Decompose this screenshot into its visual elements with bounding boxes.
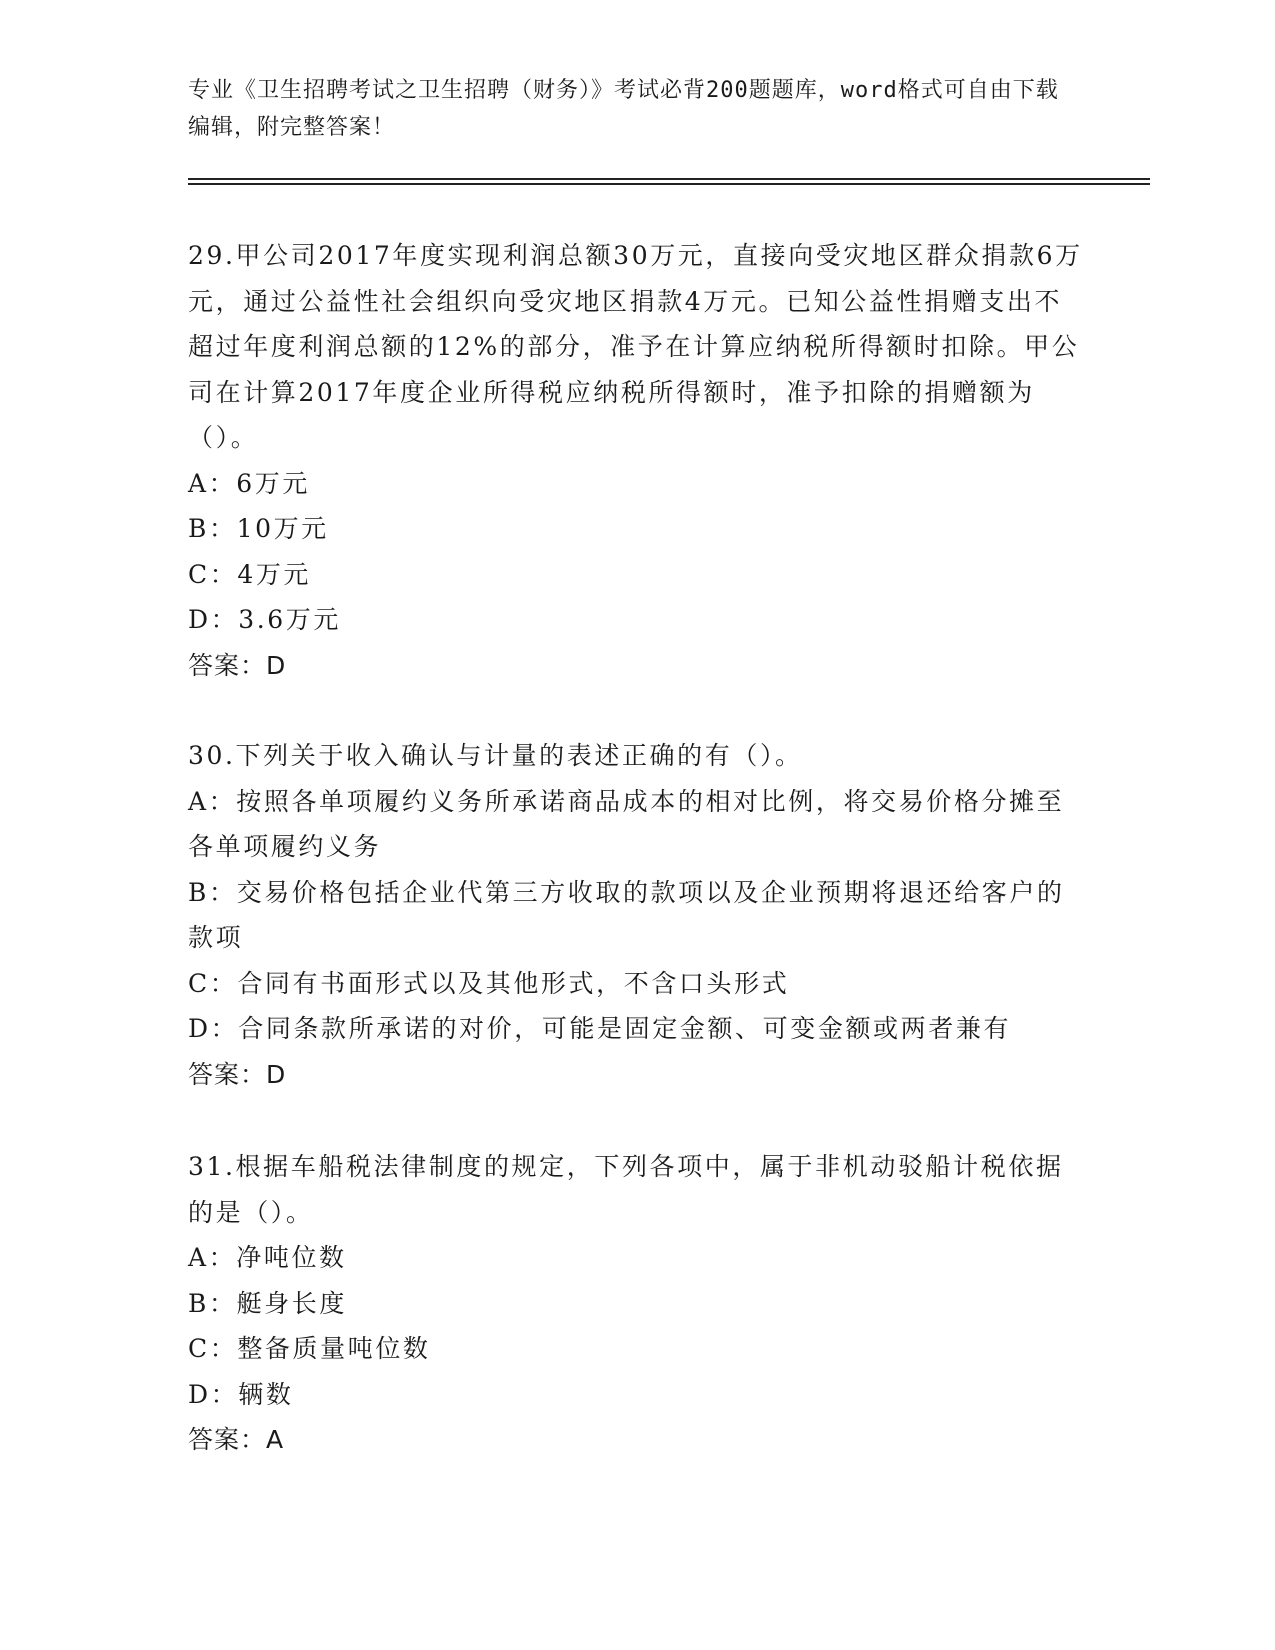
option-d: D：合同条款所承诺的对价，可能是固定金额、可变金额或两者兼有	[188, 1014, 1012, 1043]
header-divider-bottom	[188, 183, 1150, 185]
answer-line: 答案：D	[188, 1059, 287, 1089]
option-d: D：辆数	[188, 1379, 294, 1409]
option-d: D：3.6万元	[188, 605, 342, 634]
option-b: B：交易价格包括企业代第三方收取的款项以及企业预期将退还给客户的款项	[188, 877, 1065, 952]
option-c: C：合同有书面形式以及其他形式，不含口头形式	[188, 968, 790, 998]
option-b: B：艇身长度	[188, 1288, 347, 1318]
option-b: B：10万元	[188, 514, 329, 543]
header-divider-top	[188, 178, 1150, 180]
answer-line: 答案：A	[188, 1425, 285, 1454]
question-31	[188, 1144, 1088, 1463]
question-stem: 30.下列关于收入确认与计量的表述正确的有（）。	[188, 741, 803, 770]
option-c: C：整备质量吨位数	[188, 1334, 431, 1363]
question-stem: 31.根据车船税法律制度的规定，下列各项中，属于非机动驳船计税依据的是（）。	[188, 1152, 1064, 1227]
question-30	[188, 733, 1088, 1097]
option-a: A：净吨位数	[188, 1243, 347, 1272]
question-stem: 29.甲公司2017年度实现利润总额30万元，直接向受灾地区群众捐款6万元，通过公益性社会组织向受灾地区捐款4万元。已知公益性捐赠支出不超过年度利润总额的12%的部分，准予在计算应纳税所得额时扣除。甲公司在计算2017年度企业所得税应纳税所得额时，准予扣除的捐赠额为（）。	[188, 241, 1083, 452]
answer-line: 答案：D	[188, 650, 287, 680]
option-a: A：6万元	[188, 468, 310, 498]
option-a: A：按照各单项履约义务所承诺商品成本的相对比例，将交易价格分摊至各单项履约义务	[188, 786, 1065, 861]
document-header: 专业《卫生招聘考试之卫生招聘（财务）》考试必背200题题库，word格式可自由下载编辑，附完整答案！	[188, 78, 1059, 140]
question-29	[188, 233, 1088, 688]
option-c: C：4万元	[188, 559, 312, 589]
